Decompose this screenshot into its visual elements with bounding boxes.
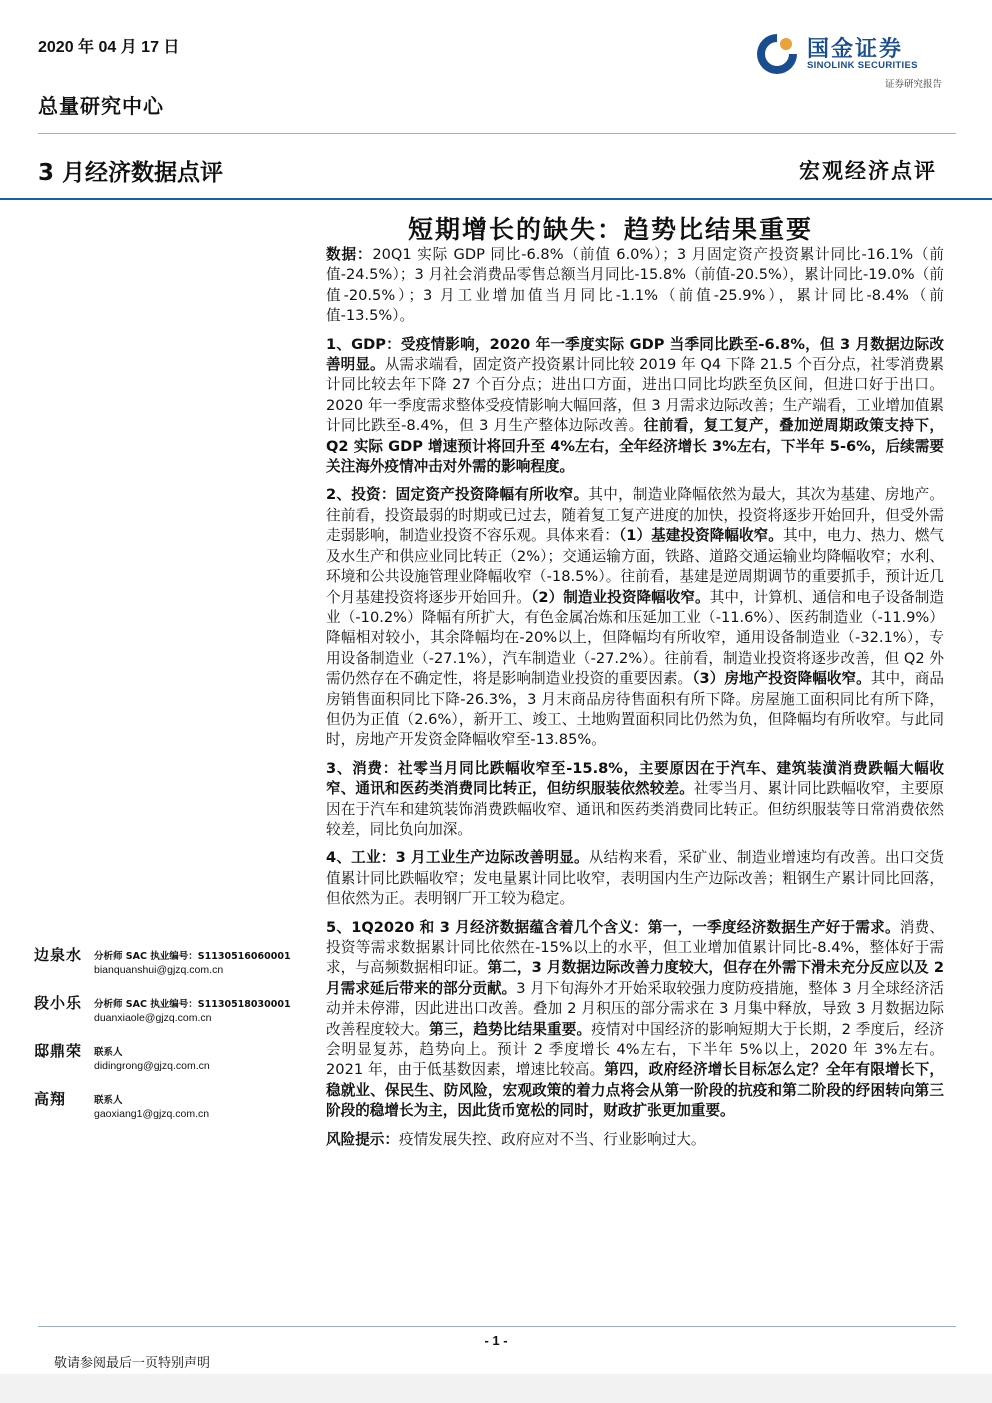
headline: 短期增长的缺失：趋势比结果重要 bbox=[408, 215, 814, 244]
bold-text: 5、1Q2020 和 3 月经济数据蕴含着几个含义：第一，一季度经济数据生产好于需求。 bbox=[326, 918, 900, 936]
bold-text: 3、消费：社零当月同比跌幅收窄至-15.8%，主要原因在于汽车、建筑装潢消费跌幅大幅收窄、通讯和医药类消费同比转正，但纺织服装依然较差。 bbox=[326, 759, 944, 798]
title-divider bbox=[0, 198, 992, 200]
bold-text: 4、工业：3 月工业生产边际改善明显。 bbox=[326, 849, 589, 867]
paragraph-4 bbox=[326, 848, 944, 909]
body-text: 疫情发展失控、政府应对不当、行业影响过大。 bbox=[398, 1130, 706, 1148]
analyst-name: 高翔 bbox=[34, 1090, 67, 1108]
bold-text: （3）房地产投资降幅收窄。 bbox=[692, 670, 871, 688]
report-date: 2020 年 04 月 17 日 bbox=[38, 39, 180, 56]
analyst-role: 分析师 SAC 执业编号：S1130518030001 bbox=[94, 999, 291, 1010]
body-text: 从需求端看，固定资产投资累计同比较 2019 年 Q4 下降 21.5 个百分点，社零消费累计同比较去年下降 27 个百分点；进出口方面，进出口同比均跌至负区间，但进口好于出口。2020 年一季度需求整体受疫情影响大幅回落，但 3 月需求边际改善；生产端看，工业增加值累计同比跌至-8.4%，但 3 月生产整体边际改善。 bbox=[326, 356, 944, 435]
paragraph-2 bbox=[326, 485, 944, 750]
bold-text: 第四，政府经济增长目标怎么定？全年有限增长下，稳就业、保民生、防风险，宏观政策的着力点将会从第一阶段的抗疫和第二阶段的纾困转向第三阶段的稳增长为主，因此货币宽松的同时，财政扩张更加重要。 bbox=[326, 1061, 944, 1120]
body-text: 社零当月、累计同比跌幅收窄，主要原因在于汽车和建筑装饰消费跌幅收窄、通讯和医药类消费同比转正。但纺织服装等日常消费依然较差，同比负向加深。 bbox=[326, 780, 944, 838]
analyst-entry bbox=[34, 944, 314, 992]
body-text: 其中，商品房销售面积同比下降-26.3%，3 月末商品房待售面积有所下降。房屋施工面积同比有所下降，但仍为正值（2.6%），新开工、竣工、土地购置面积同比仍然为负，但降幅均有所收窄。与此同时，房地产开发资金降幅收窄至-13.85%。 bbox=[326, 670, 944, 749]
report-body bbox=[326, 245, 944, 1158]
logo-subtitle: 证券研究报告 bbox=[885, 79, 943, 90]
header-divider bbox=[38, 133, 956, 134]
paragraph-1 bbox=[326, 335, 944, 478]
bold-text: 往前看，复工复产，叠加逆周期政策支持下，Q2 实际 GDP 增速预计将回升至 4%左右，全年经济增长 3%左右，下半年 5-6%，后续需要关注海外疫情冲击对外需的影响程度。 bbox=[326, 417, 944, 476]
report-title: 3 月经济数据点评 bbox=[38, 160, 224, 186]
paragraph-5 bbox=[326, 918, 944, 1122]
logo-chinese-name: 国金证券 bbox=[807, 37, 904, 62]
analyst-entry bbox=[34, 1088, 314, 1136]
paragraph-3 bbox=[326, 759, 944, 841]
sinolink-logo-icon bbox=[755, 32, 799, 76]
bold-text: （1）基建投资降幅收窄。 bbox=[618, 527, 783, 545]
analyst-list bbox=[34, 944, 314, 1136]
footer-divider bbox=[38, 1326, 956, 1327]
body-text: 20Q1 实际 GDP 同比-6.8%（前值 6.0%）；3 月固定资产投资累计同比-16.1%（前值-24.5%）；3 月社会消费品零售总额当月同比-15.8%（前值-20.5%），累计同比-19.0%（前值-20.5%）；3 月工业增加值当月同比-1.1%（前值-25.9%），累计同比-8.4%（前值-13.5%）。 bbox=[326, 246, 944, 325]
paragraph-0 bbox=[326, 245, 944, 327]
bold-text: 数据： bbox=[326, 246, 373, 263]
logo-english-name: SINOLINK SECURITIES bbox=[807, 60, 918, 71]
body-text: 3 月下旬海外才开始采取较强力度防疫措施，整体 3 月全球经济活动并未停滞，因此进出口改善。叠加 2 月积压的部分需求在 3 月集中释放，导致 3 月数据边际改善程度较大。 bbox=[326, 979, 944, 1038]
analyst-entry bbox=[34, 1040, 314, 1088]
footer-disclaimer: 敬请参阅最后一页特别声明 bbox=[54, 1356, 211, 1371]
bold-text: 风险提示： bbox=[326, 1130, 399, 1148]
bold-text: 2、投资：固定资产投资降幅有所收窄。 bbox=[326, 486, 589, 504]
footer-band bbox=[0, 1374, 992, 1403]
analyst-role: 分析师 SAC 执业编号：S1130516060001 bbox=[94, 951, 291, 962]
analyst-email[interactable]: didingrong@gjzq.com.cn bbox=[94, 1060, 210, 1072]
body-text: 其中，制造业降幅依然为最大，其次为基建、房地产。往前看，投资最弱的时期或已过去，随着复工复产进度的加快，投资将逐步开始回升，但受外需走弱影响，制造业投资不容乐观。具体来看： bbox=[326, 486, 944, 545]
bold-text: （2）制造业投资降幅收窄。 bbox=[531, 588, 710, 606]
analyst-email[interactable]: duanxiaole@gjzq.com.cn bbox=[94, 1012, 212, 1024]
body-text: 消费、投资等需求数据累计同比依然在-15%以上的水平，但工业增加值累计同比-8.4%，整体好于需求，与高频数据相印证。 bbox=[326, 918, 944, 977]
analyst-email[interactable]: bianquanshui@gjzq.com.cn bbox=[94, 964, 224, 976]
analyst-email[interactable]: gaoxiang1@gjzq.com.cn bbox=[94, 1108, 210, 1120]
body-text: 其中，电力、热力、燃气及水生产和供应业同比转正（2%）；交通运输方面，铁路、道路交通运输业均降幅收窄；水利、环境和公共设施管理业降幅收窄（-18.5%）。往前看，基建是逆周期调节的重要抓手，预计近几个月基建投资将逐步开始回升。 bbox=[326, 527, 944, 606]
analyst-name: 邸鼎荣 bbox=[34, 1042, 83, 1060]
body-text: 其中，计算机、通信和电子设备制造业（-10.2%）降幅有所扩大，有色金属冶炼和压延加工业（-11.6%）、医药制造业（-11.9%）降幅相对较小，其余降幅均在-20%以上，但降幅均有所收窄，通用设备制造业（-32.1%），专用设备制造业（-27.1%），汽车制造业（-27.2%）。往前看，制造业投资将逐步改善，但 Q2 外需仍然存在不确定性，将是影响制造业投资的重要因素。 bbox=[326, 588, 944, 688]
bold-text: 第二，3 月数据边际改善力度较大，但存在外需下滑未充分反应以及 2 月需求延后带来的部分贡献。 bbox=[326, 959, 944, 997]
body-text: 疫情对中国经济的影响短期大于长期，2 季度后，经济会明显复苏，趋势向上。预计 2 季度增长 4%左右，下半年 5%以上，2020 年 3%左右。2021 年，由于低基数因素，增速比较高。 bbox=[326, 1020, 944, 1079]
paragraph-6 bbox=[326, 1130, 944, 1150]
bold-text: 1、GDP：受疫情影响，2020 年一季度实际 GDP 当季同比跌至-6.8%，但 3 月数据边际改善明显。 bbox=[326, 335, 944, 374]
body-text: 从结构来看，采矿业、制造业增速均有改善。出口交货值累计同比跌幅收窄；发电量累计同比收窄，表明国内生产边际改善；粗钢生产累计同比回落，但依然为正。表明钢厂开工较为稳定。 bbox=[326, 849, 944, 908]
analyst-name: 边泉水 bbox=[34, 946, 83, 964]
bold-text: 第三，趋势比结果重要。 bbox=[429, 1020, 592, 1038]
department-label: 总量研究中心 bbox=[38, 94, 164, 118]
analyst-role: 联系人 bbox=[94, 1095, 123, 1106]
analyst-name: 段小乐 bbox=[34, 994, 83, 1012]
analyst-entry bbox=[34, 992, 314, 1040]
analyst-role: 联系人 bbox=[94, 1047, 123, 1058]
report-type: 宏观经济点评 bbox=[799, 159, 937, 183]
page-number: - 1 - bbox=[484, 1333, 508, 1348]
company-logo bbox=[755, 30, 955, 90]
